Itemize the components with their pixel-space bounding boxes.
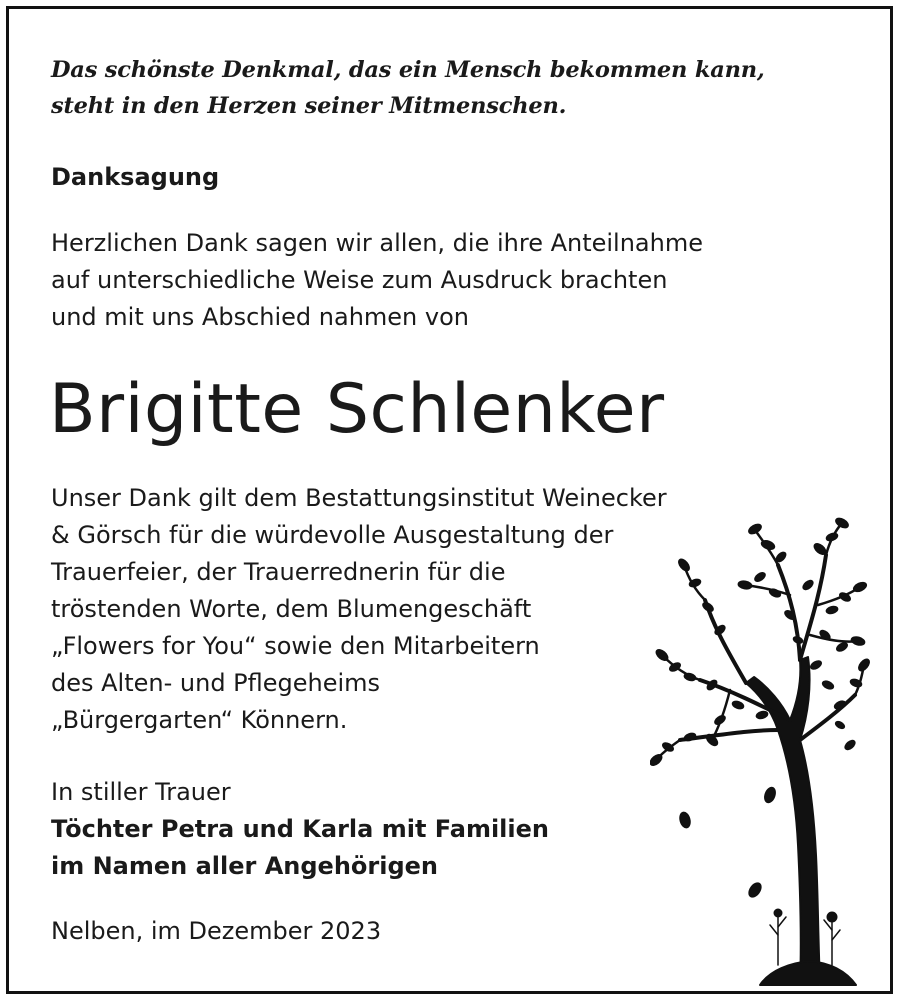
intro-line-2: auf unterschiedliche Weise zum Ausdruck brachten — [51, 266, 668, 294]
signers-line-2: im Namen aller Angehörigen — [51, 852, 439, 880]
signers — [51, 811, 549, 885]
intro-line-1: Herzlichen Dank sagen wir allen, die ihre Anteilnahme — [51, 229, 703, 257]
signers-line-1: Töchter Petra und Karla mit Familien — [51, 815, 549, 843]
intro-text — [51, 225, 703, 336]
notice-heading: Danksagung — [51, 163, 220, 191]
deceased-name: Brigitte Schlenker — [49, 370, 665, 449]
thanks-line-7: „Bürgergarten“ Könnern. — [51, 706, 348, 734]
motto-line-1: Das schönste Denkmal, das ein Mensch bekommen kann, — [51, 57, 765, 83]
thanks-line-6: des Alten- und Pflegeheims — [51, 669, 381, 697]
motto-quote — [51, 52, 765, 124]
intro-line-3: und mit uns Abschied nahmen von — [51, 303, 469, 331]
thanks-line-2: & Görsch für die würdevolle Ausgestaltung der — [51, 521, 614, 549]
thanks-line-5: „Flowers for You“ sowie den Mitarbeitern — [51, 632, 540, 660]
motto-line-2: steht in den Herzen seiner Mitmenschen. — [51, 93, 567, 119]
thanks-line-4: tröstenden Worte, dem Blumengeschäft — [51, 595, 532, 623]
place-and-date: Nelben, im Dezember 2023 — [51, 917, 382, 945]
thanks-text — [51, 480, 667, 739]
tree-with-falling-leaves-icon — [650, 515, 870, 990]
thanks-line-1: Unser Dank gilt dem Bestattungsinstitut Weinecker — [51, 484, 667, 512]
thanks-line-3: Trauerfeier, der Trauerrednerin für die — [51, 558, 506, 586]
closing-phrase: In stiller Trauer — [51, 778, 231, 806]
